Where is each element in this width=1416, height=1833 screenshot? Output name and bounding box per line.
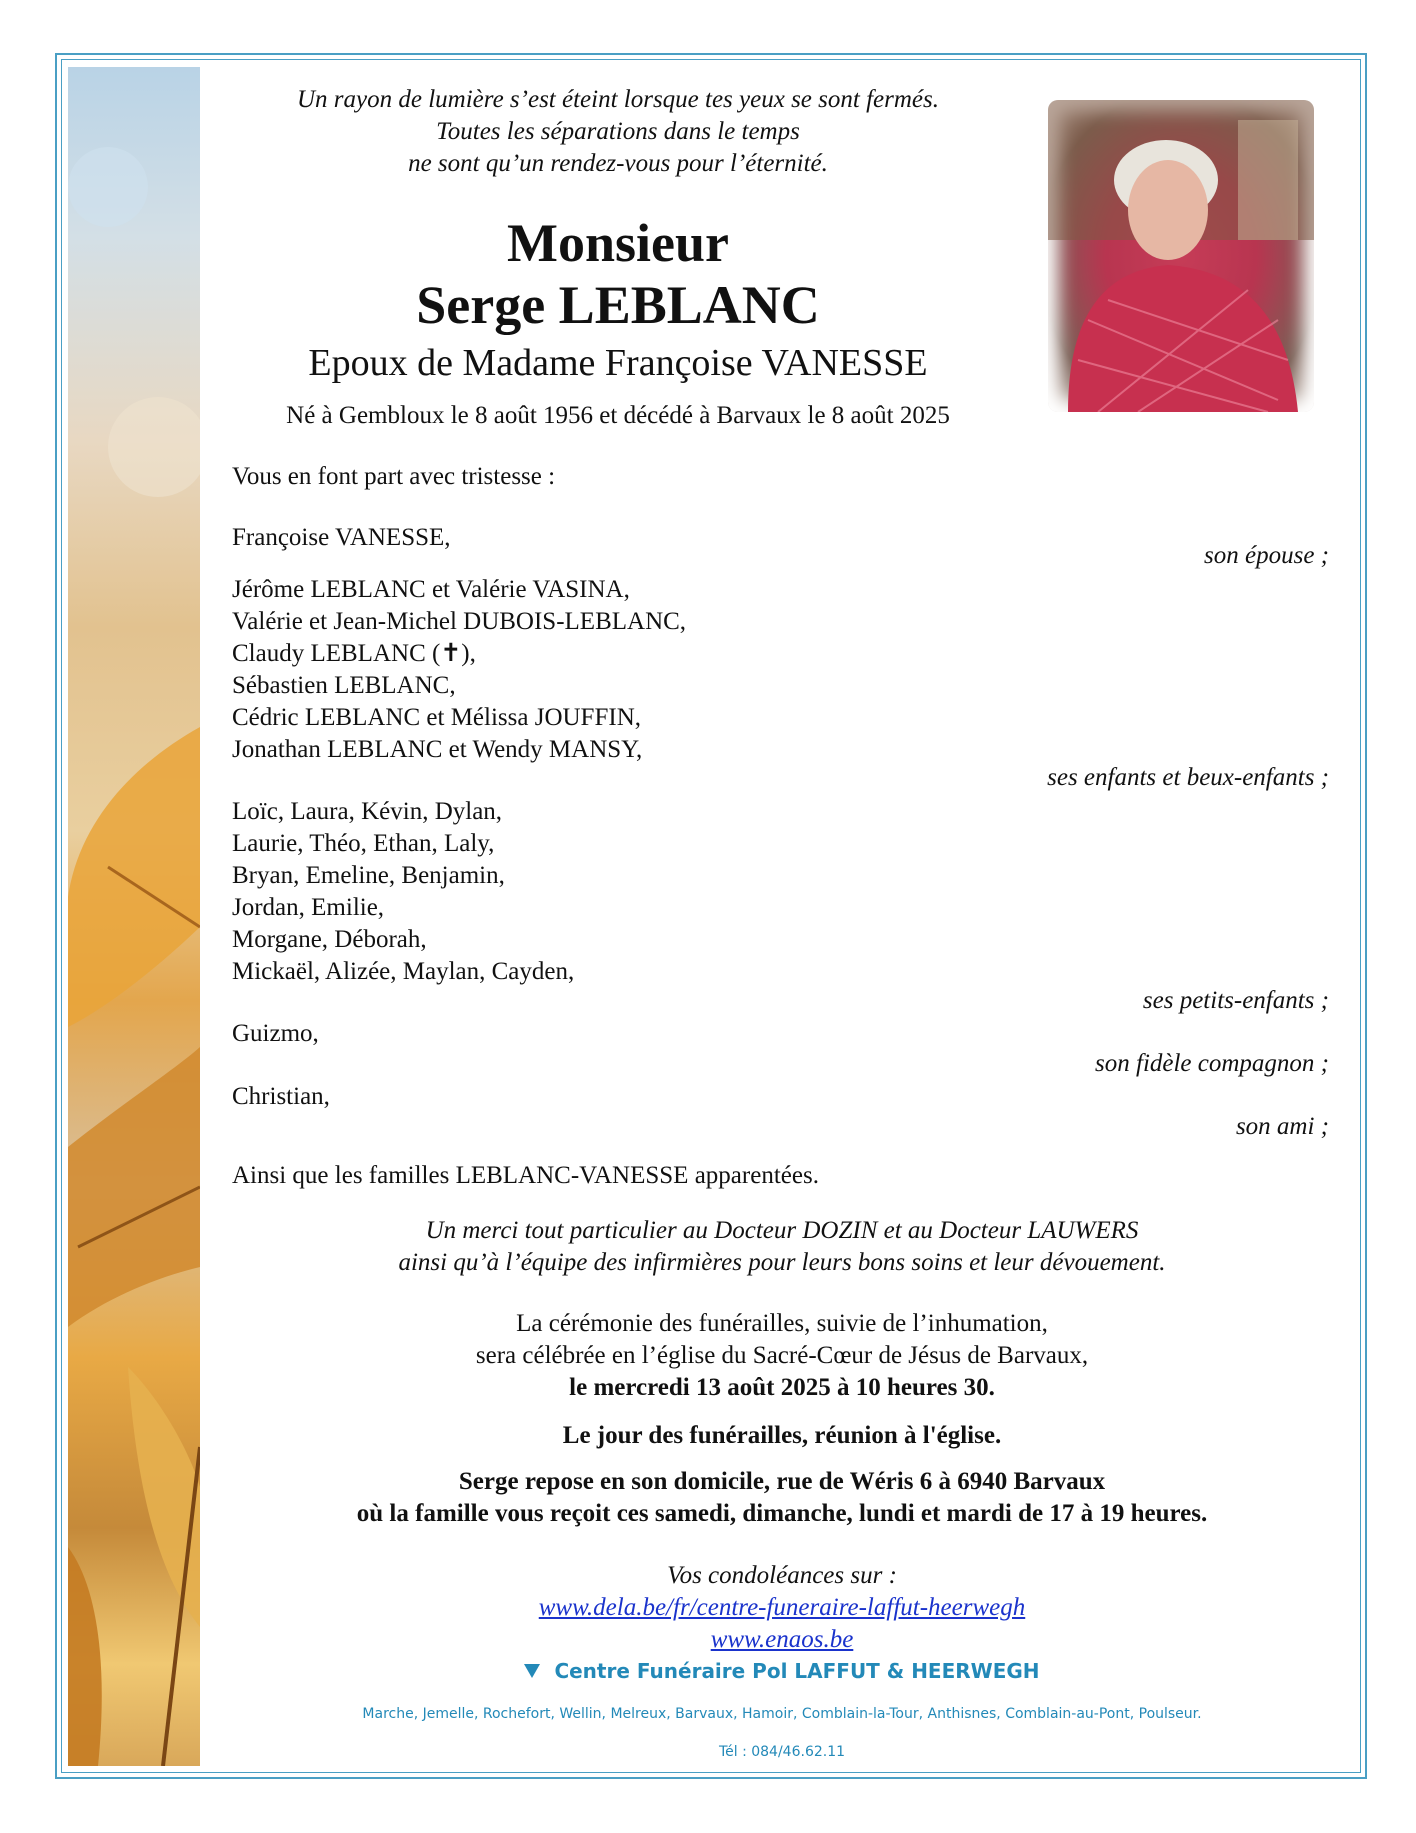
family-name: Guizmo, <box>232 1020 319 1047</box>
relation-grandchildren: ses petits-enfants ; <box>1142 987 1329 1014</box>
family-spouse <box>232 522 451 554</box>
family-children <box>232 574 686 766</box>
funeral-home-name <box>232 1657 1332 1685</box>
family-grandchildren <box>232 796 574 988</box>
thanks-line: Un merci tout particulier au Docteur DOZIN et au Docteur LAUWERS <box>425 1217 1139 1244</box>
repose-block <box>232 1466 1332 1530</box>
deceased-name: Serge LEBLANC <box>416 275 820 335</box>
intro-text: Vous en font part avec tristesse : <box>232 463 556 490</box>
relation-companion: son fidèle compagnon ; <box>1095 1050 1329 1077</box>
reunion-line: Le jour des funérailles, réunion à l'église. <box>562 1422 1002 1449</box>
family-name: Loïc, Laura, Kévin, Dylan, <box>232 798 503 825</box>
condolences-link-dela[interactable]: www.dela.be/fr/centre-funeraire-laffut-heerwegh <box>538 1594 1026 1621</box>
condolences-label: Vos condoléances sur : <box>667 1562 897 1589</box>
poem <box>232 84 1004 180</box>
repose-line: où la famille vous reçoit ces samedi, dimanche, lundi et mardi de 17 à 19 heures. <box>356 1500 1208 1527</box>
ceremony-date: le mercredi 13 août 2025 à 10 heures 30. <box>569 1374 995 1401</box>
condolences-block <box>232 1560 1332 1656</box>
poem-line: ne sont qu’un rendez-vous pour l’éternité. <box>408 150 828 177</box>
spouse-line: Epoux de Madame Françoise VANESSE <box>308 342 928 384</box>
poem-line: Un rayon de lumière s’est éteint lorsque tes yeux se sont fermés. <box>297 86 939 113</box>
portrait-photo <box>1048 100 1314 412</box>
autumn-leaves-image <box>68 67 200 1766</box>
family-name: Laurie, Théo, Ethan, Laly, <box>232 830 495 857</box>
family-name: Jordan, Emilie, <box>232 894 385 921</box>
family-name: Valérie et Jean-Michel DUBOIS-LEBLANC, <box>232 608 687 635</box>
family-name: Françoise VANESSE, <box>232 524 451 551</box>
family-name: Bryan, Emeline, Benjamin, <box>232 862 505 889</box>
ceremony-line: La cérémonie des funérailles, suivie de l’inhumation, <box>516 1310 1048 1337</box>
birth-death-line: Né à Gembloux le 8 août 1956 et décédé à Barvaux le 8 août 2025 <box>286 402 950 429</box>
family-companion <box>232 1018 319 1050</box>
thanks-line: ainsi qu’à l’équipe des infirmières pour leurs bons soins et leur dévouement. <box>398 1249 1166 1276</box>
triangle-down-icon <box>524 1664 540 1678</box>
thanks-block <box>232 1215 1332 1279</box>
family-name: Christian, <box>232 1083 330 1110</box>
family-name: Mickaël, Alizée, Maylan, Cayden, <box>232 958 575 985</box>
family-friend <box>232 1081 330 1113</box>
family-name: Morgane, Déborah, <box>232 926 427 953</box>
relation-friend: son ami ; <box>1235 1113 1329 1140</box>
family-name: Sébastien LEBLANC, <box>232 672 456 699</box>
relation-spouse: son épouse ; <box>1204 542 1329 569</box>
family-name: Cédric LEBLANC et Mélissa JOUFFIN, <box>232 704 641 731</box>
condolences-link-enaos[interactable]: www.enaos.be <box>710 1626 854 1653</box>
funeral-home-label: Centre Funéraire Pol LAFFUT & HEERWEGH <box>554 1659 1040 1683</box>
ceremony-line: sera célébrée en l’église du Sacré-Cœur de Jésus de Barvaux, <box>475 1342 1089 1369</box>
family-closing: Ainsi que les familles LEBLANC-VANESSE apparentées. <box>232 1162 819 1189</box>
family-name: Jonathan LEBLANC et Wendy MANSY, <box>232 736 643 763</box>
repose-line: Serge repose en son domicile, rue de Wéris 6 à 6940 Barvaux <box>458 1468 1106 1495</box>
relation-children: ses enfants et beux-enfants ; <box>1047 764 1329 791</box>
honorific: Monsieur <box>507 213 729 273</box>
funeral-home-phone: Tél : 084/46.62.11 <box>718 1744 846 1760</box>
funeral-home-locations: Marche, Jemelle, Rochefort, Wellin, Melreux, Barvaux, Hamoir, Comblain-la-Tour, Anthisnes, Comblain-au-Pont, Poulseur. <box>362 1706 1202 1722</box>
family-name: Jérôme LEBLANC et Valérie VASINA, <box>232 576 630 603</box>
poem-line: Toutes les séparations dans le temps <box>436 118 800 145</box>
ceremony-block <box>232 1308 1332 1404</box>
family-name: Claudy LEBLANC (✝), <box>232 640 476 667</box>
